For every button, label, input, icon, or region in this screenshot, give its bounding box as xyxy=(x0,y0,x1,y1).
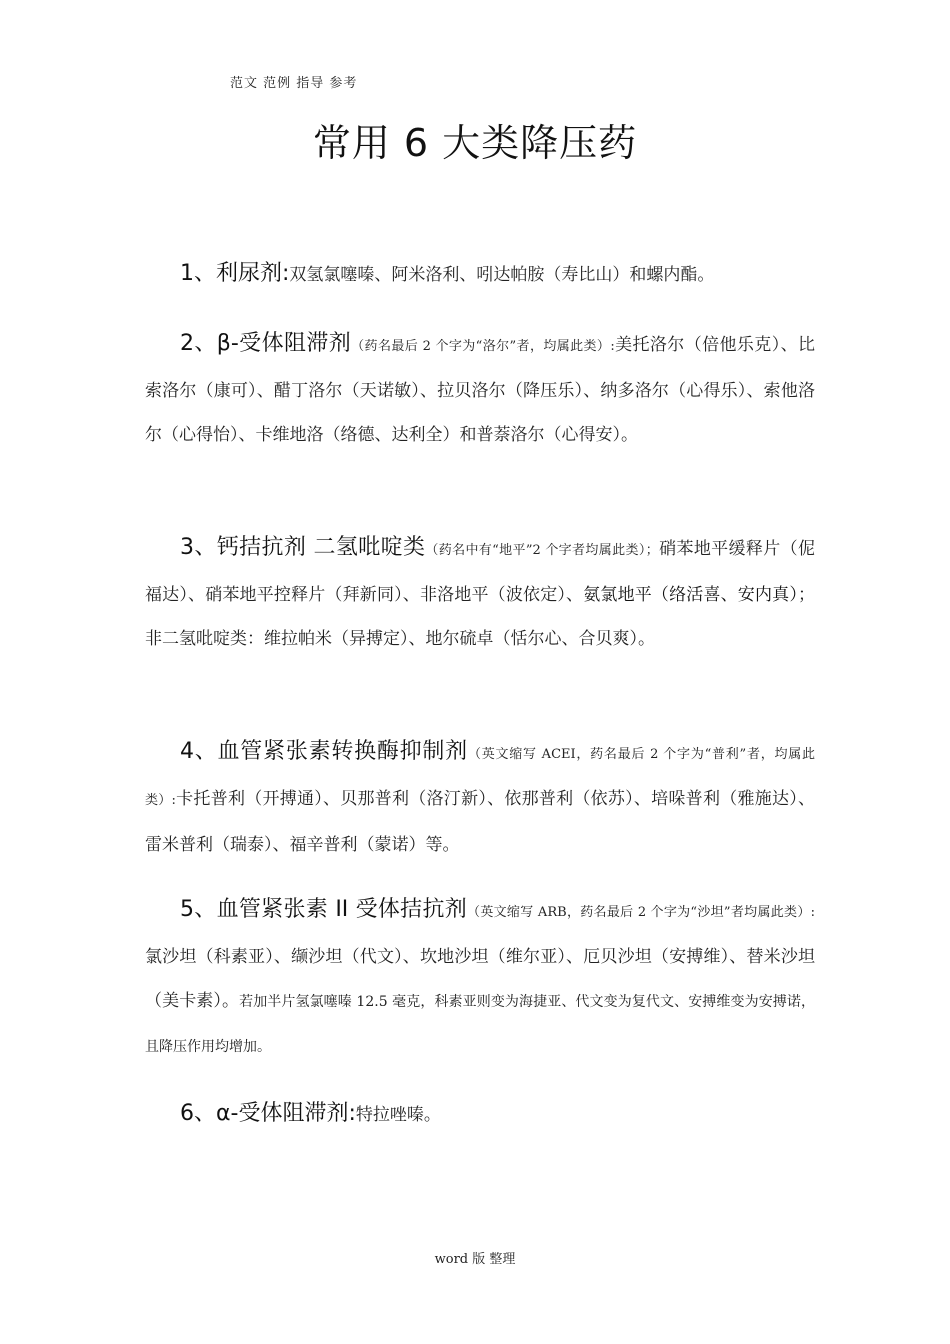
section-note: （药名中有“地平”2 个字者均属此类）； xyxy=(425,543,659,558)
section-heading: 5、血管紧张素 II 受体拮抗剂 xyxy=(180,897,468,922)
section-alpha-blockers xyxy=(145,1092,815,1137)
section-note: （英文缩写 ACEI，药名最后 2 个字为“普利”者，均属此类）: xyxy=(145,747,816,808)
section-acei xyxy=(145,730,815,867)
section-heading: 4、血管紧张素转换酶抑制剂 xyxy=(180,739,468,764)
section-heading: 3、钙拮抗剂 二氢吡啶类 xyxy=(180,535,426,560)
section-heading: 1、利尿剂: xyxy=(180,261,290,286)
section-body: 美托洛尔（倍他乐克）、比索洛尔（康可）、醋丁洛尔（天诺敏）、拉贝洛尔（降压乐）、纳多洛尔（心得乐）、索他洛尔（心得怡）、卡维地洛（络德、达利全）和普萘洛尔（心得安）。 xyxy=(145,335,815,445)
section-heading: 2、β-受体阻滞剂 xyxy=(180,331,352,356)
section-note: （药名最后 2 个字为“洛尔”者，均属此类）: xyxy=(351,339,615,354)
page-header: 范文 范例 指导 参考 xyxy=(230,76,358,91)
section-beta-blockers xyxy=(145,322,815,457)
section-body: 卡托普利（开搏通）、贝那普利（洛汀新）、依那普利（依苏）、培哚普利（雅施达）、雷米普利（瑞泰）、福辛普利（蒙诺）等。 xyxy=(145,789,815,855)
section-diuretics xyxy=(145,252,815,297)
section-body: 特拉唑嗪。 xyxy=(355,1105,441,1125)
section-bold-text: 氨氯地平（络活喜、安内真） xyxy=(583,585,799,605)
page-title: 常用 6 大类降压药 xyxy=(312,121,638,165)
section-body-continued: ；非二氢吡啶类：维拉帕米（异搏定）、地尔硫卓（恬尔心、合贝爽）。 xyxy=(145,585,816,649)
section-arb xyxy=(145,888,815,1069)
section-combination-note: 若加半片氢氯噻嗪 12.5 毫克，科素亚则变为海捷亚、代文变为复代文、安搏维变为安搏诺，且降压作用均增加。 xyxy=(145,994,815,1055)
section-note: （英文缩写 ARB，药名最后 2 个字为“沙坦”者均属此类）: xyxy=(467,905,815,920)
page-footer: word 版 整理 xyxy=(434,1252,516,1267)
section-body: 双氢氯噻嗪、阿米洛利、吲达帕胺（寿比山）和螺内酯。 xyxy=(289,265,715,285)
section-calcium-antagonists xyxy=(145,526,815,661)
section-heading: 6、α-受体阻滞剂: xyxy=(180,1101,356,1126)
section-body: 硝苯地平缓释片（伲福达）、硝苯地平控释片（拜新同）、非洛地平（波依定）、 xyxy=(145,539,816,605)
section-body: 氯沙坦（科素亚）、缬沙坦（代文）、坎地沙坦（维尔亚）、厄贝沙坦（安搏维）、替米沙坦（美卡素）。 xyxy=(145,947,815,1011)
